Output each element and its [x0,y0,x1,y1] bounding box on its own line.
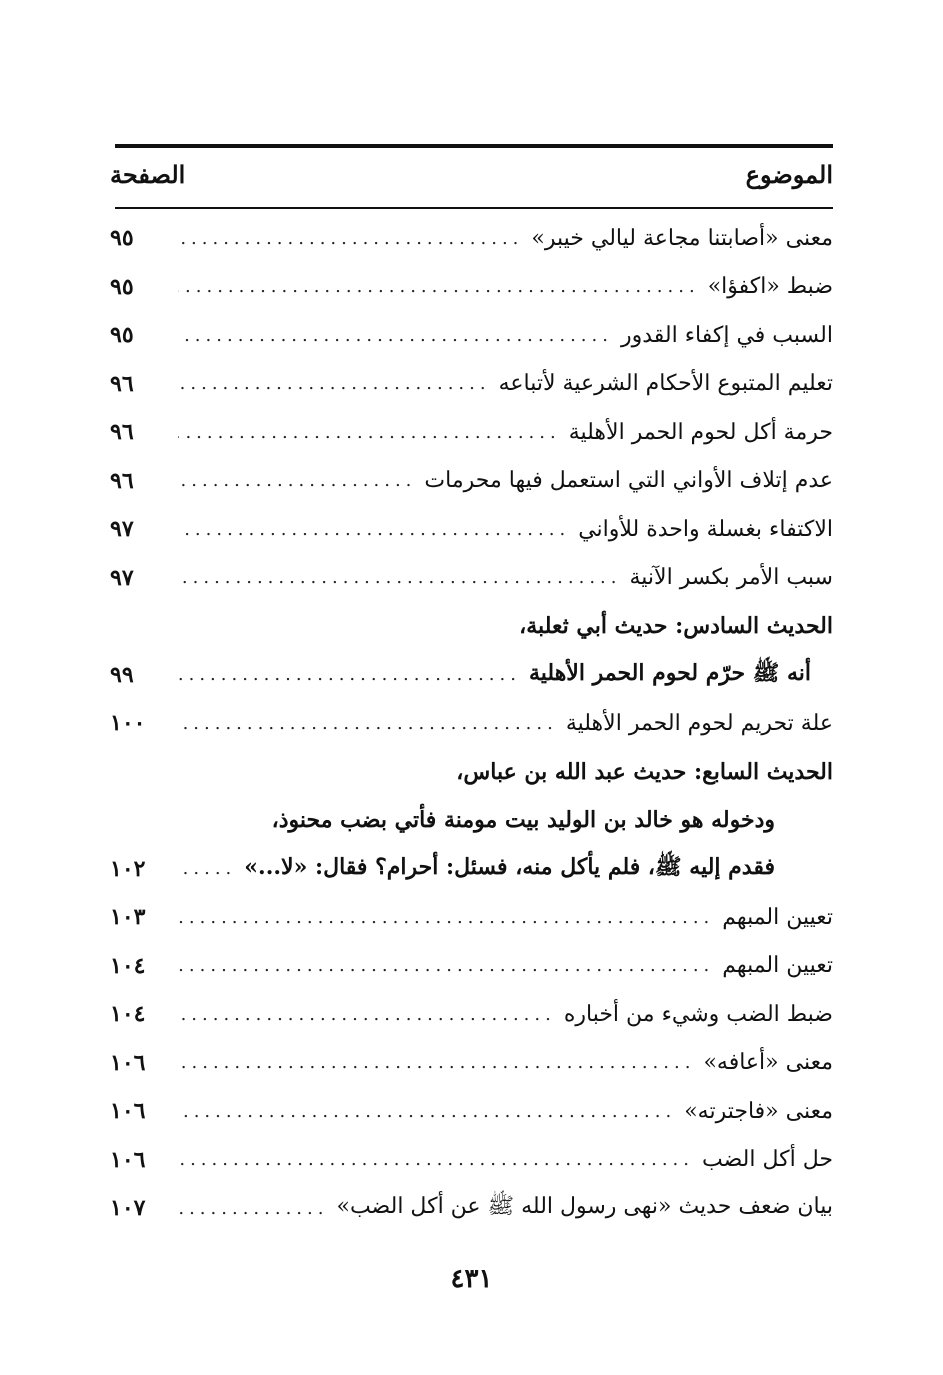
toc-entry-page: ١٠٦ [110,1146,146,1173]
table-of-contents [110,214,833,1233]
toc-entry [110,602,833,651]
dot-leader [178,519,570,540]
dot-leader [178,276,700,297]
toc-entry [110,263,833,312]
toc-entry [110,554,833,603]
toc-entry [110,1087,833,1136]
toc-entry-title: تعيين المبهم [722,953,833,979]
toc-entry-title: علة تحريم لحوم الحمر الأهلية [565,710,833,736]
dot-leader [178,567,622,588]
toc-entry-title: ودخوله هو خالد بن الوليد بيت مومنة فأتي بضب محنوذ، [271,807,775,834]
toc-entry [110,845,833,894]
toc-entry-title: الاكتفاء بغسلة واحدة للأواني [578,516,833,542]
toc-entry [110,1039,833,1088]
toc-entry [110,1184,833,1233]
toc-entry-page: ٩٥ [110,225,134,252]
toc-entry-title: سبب الأمر بكسر الآنية [629,565,833,591]
dot-leader [178,325,613,346]
toc-entry [110,893,833,942]
toc-entry-page: ١٠٦ [110,1098,146,1125]
toc-entry [110,214,833,263]
toc-entry-page: ٩٧ [110,516,134,543]
toc-entry-title: تعيين المبهم [722,904,833,930]
toc-entry-title: معنى «أصابتنا مجاعة ليالي خيبر» [531,225,833,251]
toc-entry [110,311,833,360]
toc-entry-page: ٩٦ [110,467,134,494]
toc-entry-title: بيان ضعف حديث «نهى رسول الله ﷺ عن أكل الضب» [336,1194,833,1220]
toc-entry [110,990,833,1039]
topic-column-header: الموضوع [745,160,833,189]
toc-entry-page: ٩٥ [110,273,134,300]
toc-entry-page: ١٠٤ [110,952,146,979]
dot-leader [178,228,523,249]
toc-entry-page: ١٠٠ [110,710,146,737]
toc-entry-page: ١٠٦ [110,1049,146,1076]
dot-leader [178,373,491,394]
toc-entry-title: ضبط «اكفؤا» [707,274,833,300]
toc-entry-page: ٩٦ [110,419,134,446]
toc-entry-title: عدم إتلاف الأواني التي استعمل فيها محرمات [424,468,833,494]
toc-entry-title: حل أكل الضب [702,1147,833,1173]
toc-entry [110,505,833,554]
dot-leader [178,1198,328,1219]
toc-entry-title: أنه ﷺ حرّم لحوم الحمر الأهلية [528,659,811,686]
dot-leader [178,858,236,879]
toc-entry [110,457,833,506]
dot-leader [178,470,416,491]
toc-entry-title: الحديث السابع: حديث عبد الله بن عباس، [456,758,833,785]
toc-entry-page: ٩٦ [110,370,134,397]
dot-leader [178,422,561,443]
dot-leader [178,1101,676,1122]
toc-entry [110,360,833,409]
page-number: ٤٣١ [450,1264,493,1294]
toc-entry-page: ٩٥ [110,322,134,349]
toc-entry-title: حرمة أكل لحوم الحمر الأهلية [568,419,833,445]
dot-leader [178,907,714,928]
toc-entry-title: تعليم المتبوع الأحكام الشرعية لأتباعه [498,371,833,397]
toc-entry [110,651,833,700]
dot-leader [178,1149,694,1170]
page-column-header: الصفحة [110,160,186,189]
toc-entry [110,699,833,748]
toc-entry [110,796,833,845]
toc-entry-page: ٩٩ [110,661,134,688]
toc-entry [110,1136,833,1185]
toc-entry [110,942,833,991]
toc-entry [110,748,833,797]
toc-entry-page: ١٠٣ [110,904,146,931]
toc-entry-page: ١٠٤ [110,1001,146,1028]
dot-leader [178,713,558,734]
toc-entry-page: ١٠٢ [110,855,146,882]
toc-entry-title: فقدم إليه ﷺ، فلم يأكل منه، فسئل: أحرام؟ فقال: «لا...» [244,853,775,880]
toc-entry-title: معنى «فاجترته» [684,1098,833,1124]
toc-entry-title: معنى «أعافه» [703,1050,833,1076]
toc-entry-title: ضبط الضب وشيء من أخباره [563,1001,833,1027]
toc-entry-page: ١٠٧ [110,1195,146,1222]
toc-entry-title: السبب في إكفاء القدور [620,322,833,348]
top-rule [115,144,833,148]
toc-entry-page: ٩٧ [110,564,134,591]
dot-leader [178,664,521,685]
toc-entry-title: الحديث السادس: حديث أبي ثعلبة، [519,613,833,640]
dot-leader [178,955,714,976]
toc-entry [110,408,833,457]
header-rule [115,207,833,209]
dot-leader [178,1052,695,1073]
dot-leader [178,1004,556,1025]
